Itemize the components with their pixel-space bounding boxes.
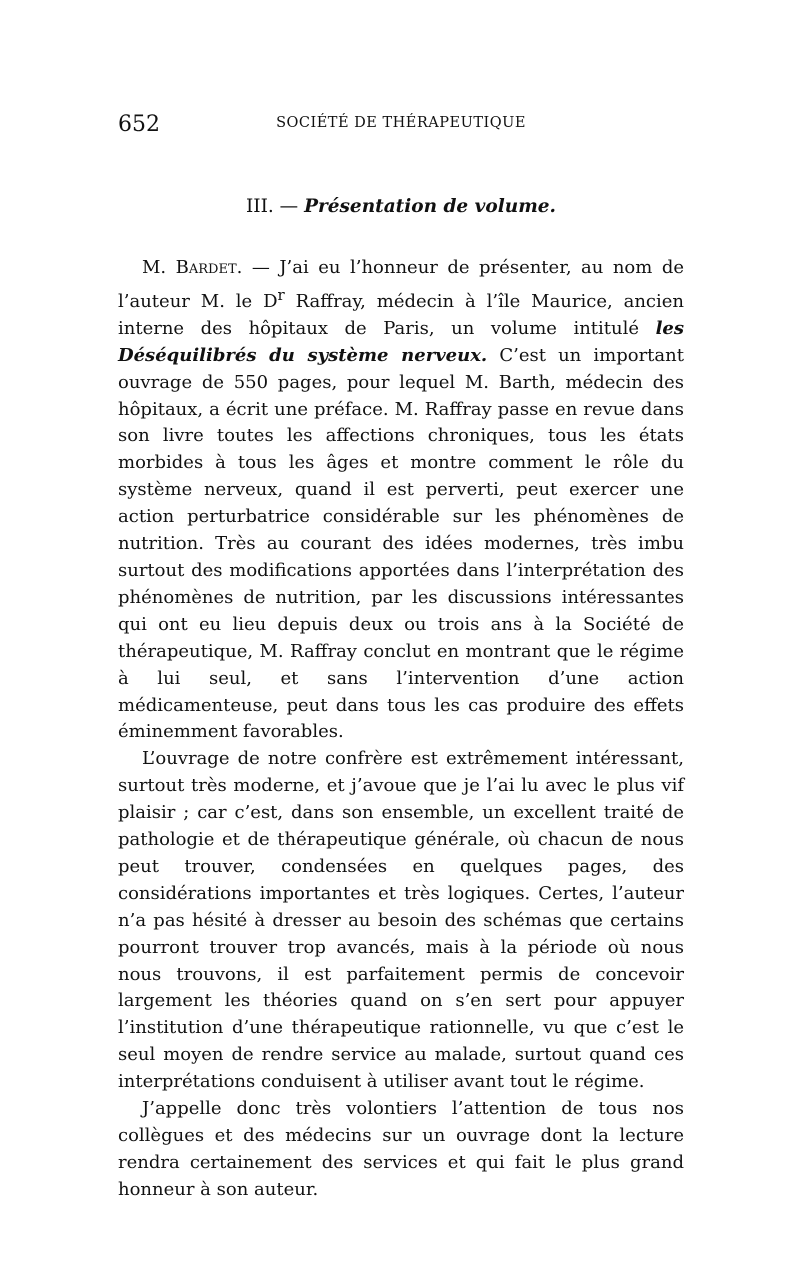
running-title: SOCIÉTÉ DE THÉRAPEUTIQUE (276, 115, 526, 131)
section-heading (118, 196, 684, 217)
book-title: les Déséquilibrés du système nerveux. (118, 317, 684, 366)
running-header (118, 112, 684, 142)
doctor-superscript: r (277, 285, 285, 304)
paragraph-1 (118, 255, 684, 746)
body-text (118, 255, 684, 1204)
paragraph-1-text-a: . — J’ai eu l’honneur de présenter, au nom de l’auteur M. le D (118, 257, 684, 312)
paragraph-2: L’ouvrage de notre confrère est extrêmement intéressant, surtout très moderne, et j’avoue que je l’ai lu avec le plus vif plaisir ; car c’est, dans son ensemble, un excellent traité de pathologie et de thérapeutique générale, où chacun de nous peut trouver, condensées en quelques pages, des considérations importantes et très logiques. Certes, l’auteur n’a pas hésité à dresser au besoin des schémas que certains pourront trouver trop avancés, mais à la période où nous nous trouvons, il est parfaitement permis de concevoir largement les théories quand on s’en sert pour appuyer l’institution d’une thérapeutique rationnelle, vu que c’est le seul moyen de rendre service au malade, surtout quand ces interprétations conduisent à utiliser avant tout le régime. (118, 748, 684, 1093)
speaker-prefix: M. (142, 257, 167, 278)
paragraph-1-text-c: C’est un important ouvrage de 550 pages, pour lequel M. Barth, médecin des hôpitaux, a écrit une préface. M. Raffray passe en revue dans son livre toutes les affections chroniques, tous les états morbides à tous les âges et montre comment le rôle du système nerveux, quand il est perverti, peut exercer une action perturbatrice considérable sur les phénomènes de nutrition. Très au courant des idées modernes, très imbu surtout des modifications apportées dans l’interprétation des phénomènes de nutrition, par les discussions intéressantes qui ont eu lieu depuis deux ou trois ans à la Société de thérapeutique, M. Raffray conclut en montrant que le régime à lui seul, et sans l’intervention d’une action médicamenteuse, peut dans tous les cas produire des effets éminemment favorables. (118, 344, 684, 743)
speaker-name: Bardet (175, 257, 237, 278)
section-title: Présentation de volume. (304, 196, 556, 217)
page-number: 652 (118, 112, 160, 137)
paragraph-1-text-b: Raffray, médecin à l’île Maurice, ancien interne des hôpitaux de Paris, un volume intitulé (118, 290, 684, 339)
paragraph-3: J’appelle donc très volontiers l’attention de tous nos collègues et des médecins sur un ouvrage dont la lecture rendra certainement des services et qui fait le plus grand honneur à son auteur. (118, 1098, 684, 1200)
section-number: III. — (246, 196, 299, 217)
